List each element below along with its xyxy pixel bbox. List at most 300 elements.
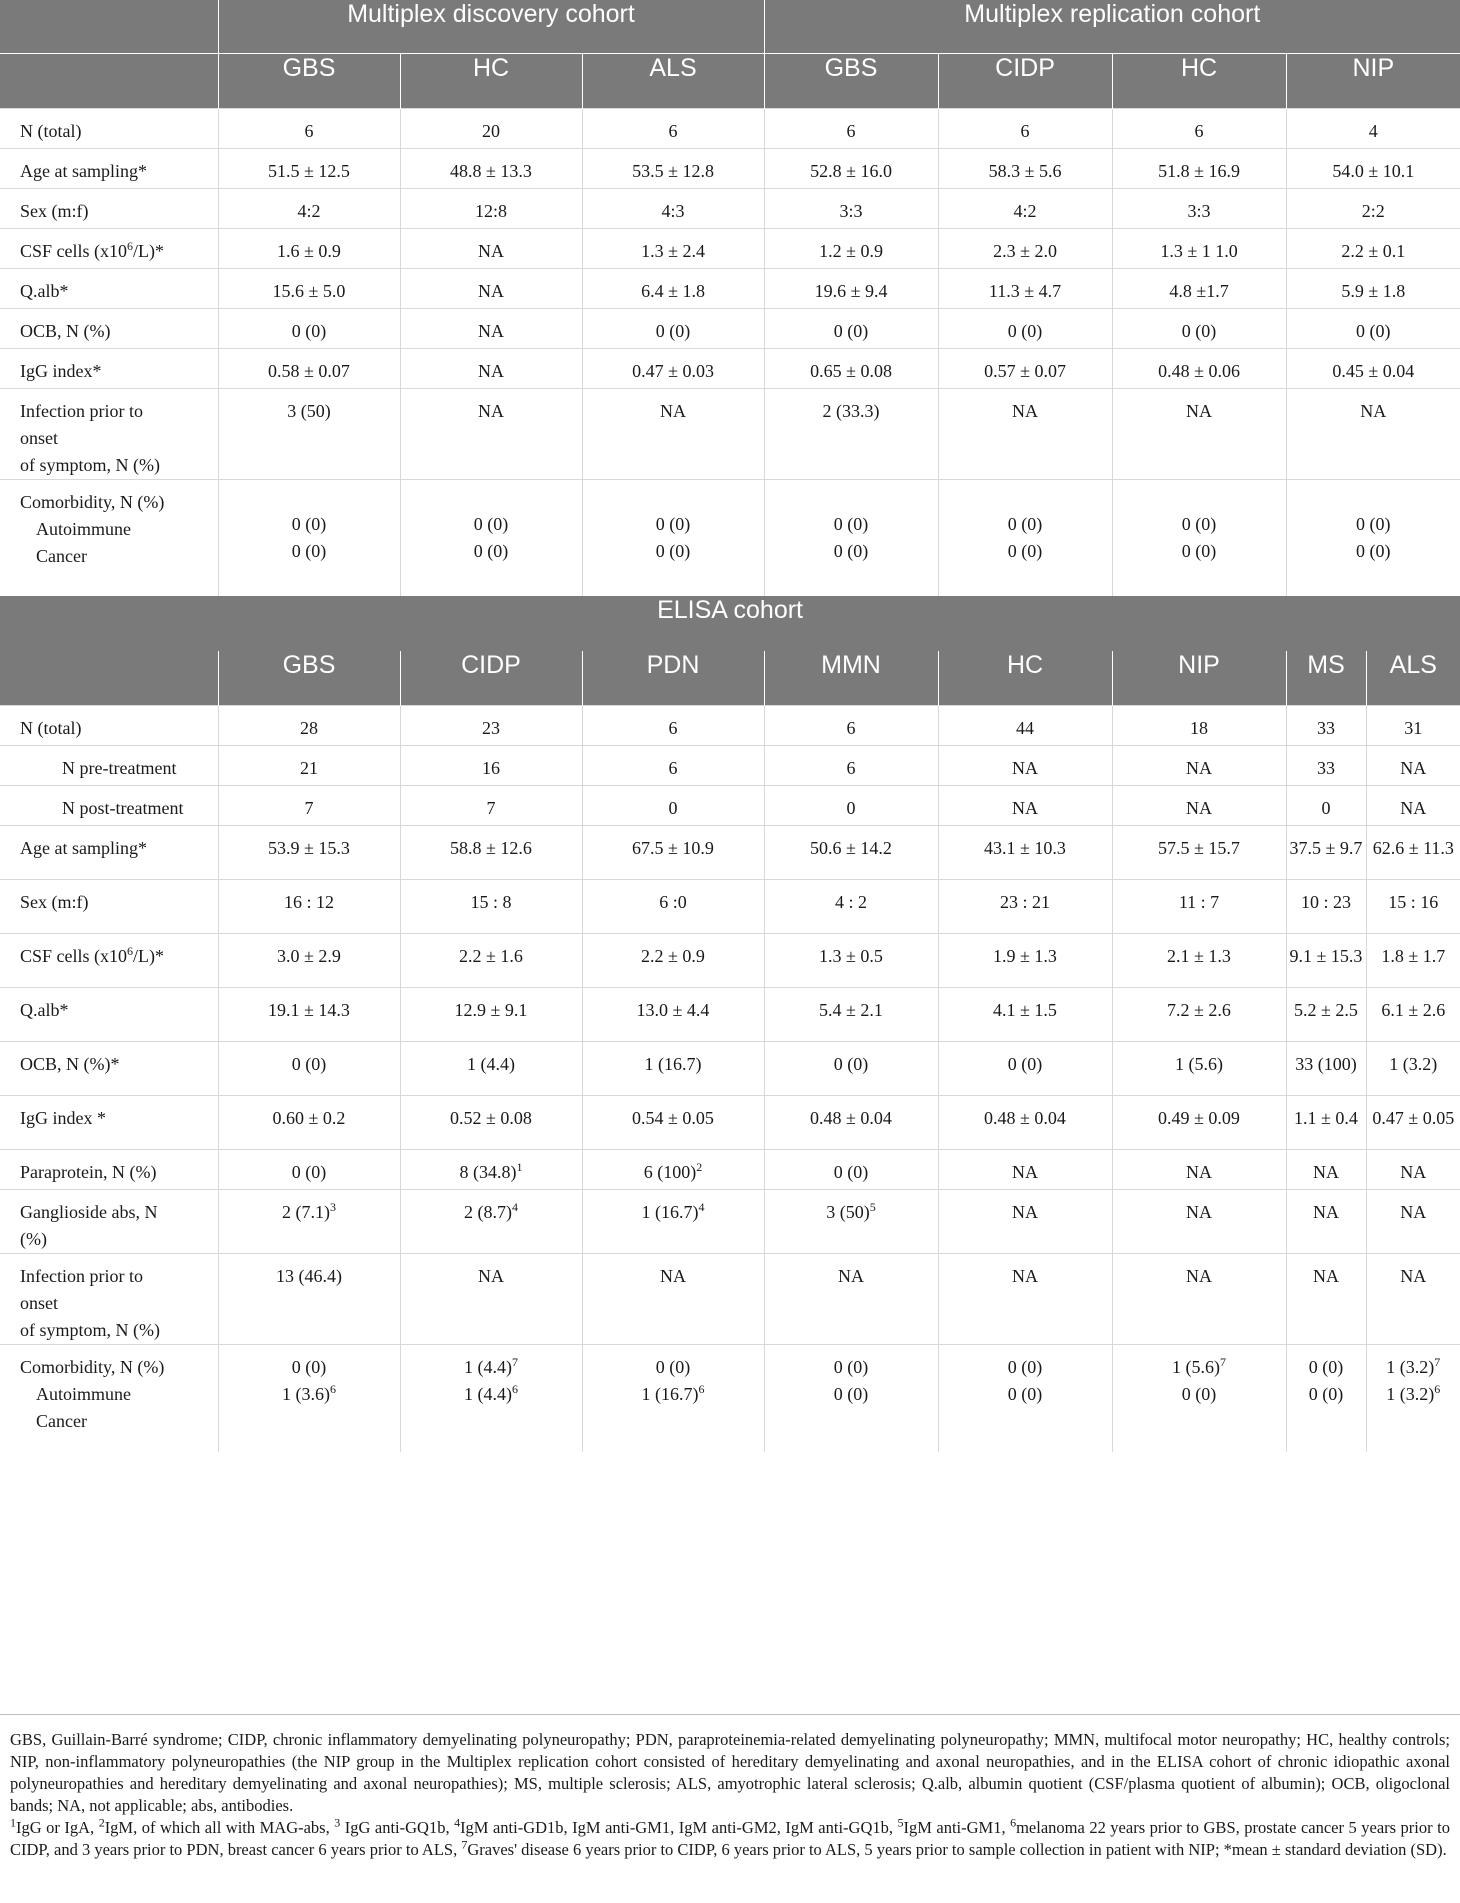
cell-value: 0 (0) (1007, 321, 1043, 341)
cell-line (1367, 1354, 1460, 1381)
footnote-text: IgM anti-GD1b, IgM anti-GM1, IgM anti-GM2, IgM anti-GQ1b, (460, 1818, 898, 1837)
cell-value: 1 (5.6) (1172, 1356, 1220, 1377)
cell-value: 0 (0) (291, 1356, 327, 1377)
column-header: GBS (764, 54, 938, 109)
cell-line (1287, 1354, 1366, 1381)
table-cell (400, 879, 582, 933)
table-row (0, 933, 1460, 987)
footnote-text: Graves' disease 6 years prior to CIDP, 6 years prior to ALS, 5 years prior to sample collection in patient with NIP; *mean ± standard deviation (SD). (467, 1840, 1447, 1859)
table-row (0, 705, 1460, 745)
comorbidity-row (0, 1344, 1460, 1452)
cell-value: 23 (482, 717, 500, 738)
cell-value: 0.54 ± 0.05 (632, 1107, 714, 1128)
cell-value: 6 (304, 121, 314, 141)
cell-value: NA (1012, 1201, 1038, 1222)
table-cell (400, 933, 582, 987)
cell-value: 6 (846, 757, 856, 778)
cell-line (219, 1354, 400, 1381)
table-cell (764, 879, 938, 933)
cell-value: NA (1186, 1161, 1212, 1182)
row-label-line: Ganglioside abs, N (20, 1201, 158, 1222)
cell-value: 33 (100) (1295, 1053, 1357, 1074)
row-label (0, 1344, 218, 1452)
cell-line: 0 (0) (473, 541, 509, 561)
cell-value: 4:2 (1013, 201, 1037, 221)
table-cell (400, 480, 582, 596)
table-cell (218, 1344, 400, 1452)
table-cell (218, 933, 400, 987)
cell-value: 0.49 ± 0.09 (1158, 1107, 1240, 1128)
cell-value: 10 : 23 (1300, 891, 1351, 912)
cell-value: 0 (0) (833, 1161, 869, 1182)
comorbidity-row (0, 480, 1460, 596)
cell-value: NA (1012, 797, 1038, 818)
cell-value: 58.3 ± 5.6 (988, 161, 1062, 181)
row-label-text: CSF cells (x10 (20, 945, 128, 966)
cell-value: 52.8 ± 16.0 (810, 161, 892, 181)
row-sublabel: Cancer (36, 546, 87, 566)
table-cell (218, 109, 400, 149)
row-sublabel: Autoimmune (36, 519, 131, 539)
cell-value: 4.1 ± 1.5 (993, 999, 1057, 1020)
table-cell (218, 309, 400, 349)
cell-value: 51.8 ± 16.9 (1158, 161, 1240, 181)
table-cell (938, 705, 1112, 745)
table-cell (938, 189, 1112, 229)
table-cell (400, 269, 582, 309)
cell-line: 0 (0) (1007, 541, 1043, 561)
cell-value: 0.60 ± 0.2 (272, 1107, 346, 1128)
cell-value: 33 (1317, 757, 1335, 778)
table-cell (938, 1253, 1112, 1344)
table-cell (582, 785, 764, 825)
table-cell (764, 389, 938, 480)
cell-value: 6 :0 (659, 891, 687, 912)
table-cell (400, 229, 582, 269)
table-cell (764, 149, 938, 189)
table-cell (582, 1095, 764, 1149)
cell-value: NA (1012, 1161, 1038, 1182)
cell-value: 0.58 ± 0.07 (268, 361, 350, 381)
table-cell (218, 1095, 400, 1149)
column-header: MMN (764, 651, 938, 706)
table-cell (1286, 149, 1460, 189)
table-cell (938, 389, 1112, 480)
cell-line: 0 (0) (655, 514, 691, 534)
cell-value: 0.48 ± 0.04 (810, 1107, 892, 1128)
table-cell (218, 785, 400, 825)
row-label: OCB, N (%) (0, 309, 218, 349)
cell-value: 3 (50) (826, 1201, 870, 1222)
cell-value: NA (1186, 797, 1212, 818)
cell-line: 0 (0) (473, 514, 509, 534)
row-label-text: CSF cells (x10 (20, 241, 128, 261)
cell-value: 11 : 7 (1178, 891, 1220, 912)
cell-value: 2:2 (1361, 201, 1385, 221)
cell-value: 9.1 ± 15.3 (1289, 945, 1363, 966)
cell-line: 0 (0) (1181, 514, 1217, 534)
footnote-marker: 6 (698, 1381, 705, 1396)
cell-value: 3:3 (839, 201, 863, 221)
cell-value: 6 (668, 717, 678, 738)
cell-value: 58.8 ± 12.6 (450, 837, 532, 858)
row-label-line: onset (20, 428, 58, 448)
cell-value: 62.6 ± 11.3 (1372, 837, 1454, 858)
table-cell (1366, 1253, 1460, 1344)
table-cell (400, 705, 582, 745)
footnote-marker: 7 (512, 1354, 518, 1369)
table-cell (400, 1041, 582, 1095)
table-cell (1112, 785, 1286, 825)
cell-value: 7 (304, 797, 314, 818)
table-row (0, 309, 1460, 349)
table-cell (1286, 1041, 1366, 1095)
cell-value: 1 (4.4) (467, 1053, 515, 1074)
table-cell (400, 189, 582, 229)
table-cell (218, 189, 400, 229)
cell-line: 0 (0) (291, 541, 327, 561)
cell-value: NA (1313, 1265, 1339, 1286)
cell-line (1113, 1354, 1286, 1381)
table-row (0, 745, 1460, 785)
table-cell (1112, 1095, 1286, 1149)
table-cell (582, 109, 764, 149)
table-cell (582, 149, 764, 189)
numbered-footnotes (10, 1817, 1450, 1861)
row-label: Paraprotein, N (%) (0, 1149, 218, 1189)
cell-value: 1 (3.6) (282, 1383, 330, 1404)
footnote-text: IgM anti-GM1, (903, 1818, 1011, 1837)
footnote-number: 3 (334, 1815, 341, 1830)
table-cell (400, 745, 582, 785)
table-cell (764, 1149, 938, 1189)
superscript: 6 (127, 943, 134, 958)
cell-value: 0.45 ± 0.04 (1332, 361, 1415, 381)
table-row (0, 189, 1460, 229)
cell-value: NA (1313, 1201, 1339, 1222)
cell-line (765, 1381, 938, 1408)
multiplex-table (0, 0, 1460, 596)
table-cell (1112, 879, 1286, 933)
elisa-column-header-row (0, 651, 1460, 706)
table-cell (1366, 933, 1460, 987)
table-cell (1286, 1149, 1366, 1189)
cell-value: 28 (300, 717, 318, 738)
cell-value: NA (1012, 401, 1039, 421)
table-cell (938, 825, 1112, 879)
table-row (0, 269, 1460, 309)
cell-value: 31 (1404, 717, 1423, 738)
table-cell (1286, 229, 1460, 269)
cell-line (765, 1354, 938, 1381)
cell-value: 4:2 (297, 201, 321, 221)
table-cell (1112, 705, 1286, 745)
row-label: N pre-treatment (0, 745, 218, 785)
table-cell (1366, 1149, 1460, 1189)
cell-value: 6 (846, 717, 856, 738)
table-cell (582, 1189, 764, 1253)
table-row (0, 389, 1460, 480)
cell-value: 2.3 ± 2.0 (993, 241, 1057, 261)
cell-value: 16 : 12 (283, 891, 334, 912)
table-cell (1286, 349, 1460, 389)
table-cell (582, 309, 764, 349)
footnote-text: IgG anti-GQ1b, (340, 1818, 455, 1837)
footnote-marker: 3 (330, 1199, 336, 1214)
row-label: Age at sampling* (0, 825, 218, 879)
table-cell (938, 149, 1112, 189)
cell-value: 1.8 ± 1.7 (1381, 945, 1446, 966)
table-cell (1112, 189, 1286, 229)
cell-value: NA (1313, 1161, 1339, 1182)
table-row (0, 1253, 1460, 1344)
cell-line: 0 (0) (655, 541, 691, 561)
cell-value: 1 (16.7) (641, 1383, 699, 1404)
table-cell (1112, 1149, 1286, 1189)
row-label-text: /L)* (133, 945, 165, 966)
table-cell (1286, 933, 1366, 987)
cell-line (219, 1381, 400, 1408)
table-cell (1286, 389, 1460, 480)
cell-value: 6.4 ± 1.8 (641, 281, 705, 301)
table-cell (582, 1041, 764, 1095)
cell-value: 8 (34.8) (459, 1161, 517, 1182)
table-row (0, 1149, 1460, 1189)
cell-value: NA (660, 401, 686, 421)
table-cell (1366, 879, 1460, 933)
cell-line (401, 1381, 582, 1408)
cell-value: 2.2 ± 1.6 (459, 945, 523, 966)
elisa-cohort-header: ELISA cohort (0, 596, 1460, 651)
cell-value: 15 : 8 (470, 891, 512, 912)
footnote-marker: 5 (869, 1199, 876, 1214)
footnote-marker: 6 (512, 1381, 518, 1396)
table-cell (1112, 987, 1286, 1041)
row-label (0, 389, 218, 480)
table-row (0, 349, 1460, 389)
table-cell (582, 933, 764, 987)
abbreviations-footnote: GBS, Guillain-Barré syndrome; CIDP, chronic inflammatory demyelinating polyneuropathy; PDN, paraproteinemia-related demyelinating polyneuropathy; MMN, multifocal motor neuropathy; HC, healthy controls; NIP, non-inflammatory polyneuropathies (the NIP group in the Multiplex replication cohort consisted of hereditary demyelinating and axonal neuropathies, and in the ELISA cohort of chronic idiopathic axonal polyneuropathies and hereditary demyelinating and axonal neuropathies); MS, multiple sclerosis; ALS, amyotrophic lateral sclerosis; Q.alb, albumin quotient (CSF/plasma quotient of albumin); OCB, oligoclonal bands; NA, not applicable; abs, antibodies. (10, 1730, 1450, 1815)
table-row (0, 149, 1460, 189)
table-cell (1286, 879, 1366, 933)
cell-value: 0 (668, 797, 678, 818)
row-label-line: Comorbidity, N (%) (20, 1356, 165, 1377)
table-cell (764, 309, 938, 349)
table-cell (218, 825, 400, 879)
cell-value: 1.3 ± 2.4 (641, 241, 705, 261)
footnote-marker: 4 (512, 1199, 518, 1214)
cell-value: 20 (482, 121, 500, 141)
cell-value: NA (1360, 401, 1387, 421)
row-label: IgG index* (0, 349, 218, 389)
cell-value: 3:3 (1187, 201, 1211, 221)
cell-value: 6 (100) (643, 1161, 697, 1182)
cell-value: 6 (1194, 121, 1204, 141)
cell-value: 6 (846, 121, 856, 141)
cell-value: 12:8 (474, 201, 507, 221)
table-cell (764, 933, 938, 987)
cell-value: NA (478, 321, 504, 341)
elisa-table-body (0, 705, 1460, 1452)
cell-value: 0.47 ± 0.05 (1372, 1107, 1455, 1128)
cell-value: 3.0 ± 2.9 (277, 945, 341, 966)
table-cell (218, 269, 400, 309)
table-cell (582, 705, 764, 745)
table-cell (400, 1189, 582, 1253)
table-cell (764, 785, 938, 825)
row-label-text: /L)* (133, 241, 165, 261)
cell-value: 0.52 ± 0.08 (450, 1107, 532, 1128)
multiplex-table-body (0, 109, 1460, 596)
table-cell (400, 149, 582, 189)
cell-value: 0 (0) (833, 1383, 869, 1404)
cell-value: 15 : 16 (1388, 891, 1439, 912)
table-cell (764, 1189, 938, 1253)
footnote-marker: 6 (1434, 1381, 1441, 1396)
cell-value: 1 (3.2) (1386, 1356, 1435, 1377)
cell-value: NA (478, 361, 504, 381)
table-row (0, 785, 1460, 825)
table-cell (938, 109, 1112, 149)
table-cell (1366, 987, 1460, 1041)
table-cell (764, 1253, 938, 1344)
row-label: N post-treatment (0, 785, 218, 825)
cell-line: 0 (0) (1356, 541, 1391, 561)
cell-value: 0 (0) (833, 1356, 869, 1377)
elisa-caption-row (0, 596, 1460, 651)
table-cell (764, 987, 938, 1041)
table-cell (582, 1253, 764, 1344)
footnote-number: 1 (10, 1815, 16, 1830)
cell-value: NA (1400, 797, 1427, 818)
cell-value: 0.47 ± 0.03 (632, 361, 714, 381)
cell-value: 3 (50) (287, 401, 331, 421)
cell-value: 4:3 (661, 201, 685, 221)
cell-value: 0 (1321, 797, 1331, 818)
table-cell (218, 1041, 400, 1095)
table-cell (938, 933, 1112, 987)
table-cell (764, 825, 938, 879)
cell-line (401, 1354, 582, 1381)
cell-value: 7.2 ± 2.6 (1167, 999, 1231, 1020)
cell-value: NA (1012, 757, 1038, 778)
table-row (0, 879, 1460, 933)
cell-value: 43.1 ± 10.3 (984, 837, 1066, 858)
footnote-number: 6 (1010, 1815, 1017, 1830)
table-cell (582, 879, 764, 933)
table-cell (1112, 825, 1286, 879)
row-label (0, 1253, 218, 1344)
table-cell (1366, 1095, 1460, 1149)
column-header: HC (1112, 54, 1286, 109)
table-cell (1286, 705, 1366, 745)
header-blank-cell (0, 54, 218, 109)
column-header: GBS (218, 54, 400, 109)
footnote-text: melanoma 22 years prior to GBS, prostate cancer 5 years prior to CIDP, and 3 years prior to PDN, breast cancer 6 years prior to ALS, (10, 1818, 1450, 1859)
cell-value: 19.6 ± 9.4 (814, 281, 888, 301)
cell-line (939, 1381, 1112, 1408)
cell-line: 0 (0) (1007, 514, 1043, 534)
cell-value: 54.0 ± 10.1 (1332, 161, 1415, 181)
cell-value: 1 (3.2) (1386, 1383, 1435, 1404)
footnote-marker: 4 (698, 1199, 705, 1214)
footnote-marker: 1 (516, 1159, 523, 1174)
cell-value: NA (1400, 1265, 1427, 1286)
table-cell (1112, 269, 1286, 309)
row-label: IgG index * (0, 1095, 218, 1149)
table-cell (1366, 785, 1460, 825)
table-cell (938, 269, 1112, 309)
column-header: CIDP (400, 651, 582, 706)
footnote-marker: 6 (330, 1381, 336, 1396)
cell-value: 33 (1317, 717, 1335, 738)
table-cell (1112, 389, 1286, 480)
header-blank-cell (0, 651, 218, 706)
table-cell (1112, 229, 1286, 269)
table-cell (938, 987, 1112, 1041)
table-cell (938, 309, 1112, 349)
cell-value: 6.1 ± 2.6 (1381, 999, 1446, 1020)
row-label-line: of symptom, N (%) (20, 455, 160, 475)
table-cell (218, 229, 400, 269)
table-cell (1286, 269, 1460, 309)
table-cell (400, 825, 582, 879)
table-cell (400, 349, 582, 389)
cell-value: 2.2 ± 0.9 (641, 945, 705, 966)
cell-value: 0 (0) (291, 1053, 327, 1074)
table-cell (764, 189, 938, 229)
footnote-marker: 2 (696, 1159, 703, 1174)
cell-value: 18 (1190, 717, 1208, 738)
table-cell (400, 1344, 582, 1452)
table-cell (1286, 309, 1460, 349)
table-cell (218, 1253, 400, 1344)
cell-value: 0.48 ± 0.06 (1158, 361, 1240, 381)
cell-value: 4.8 ±1.7 (1169, 281, 1229, 301)
cell-line (939, 1354, 1112, 1381)
table-cell (938, 1149, 1112, 1189)
cell-value: 0 (846, 797, 856, 818)
cell-value: NA (838, 1265, 864, 1286)
table-cell (218, 745, 400, 785)
row-label-line: Infection prior to (20, 1265, 143, 1286)
table-cell (938, 1041, 1112, 1095)
cell-value: 57.5 ± 15.7 (1158, 837, 1240, 858)
table-cell (400, 389, 582, 480)
row-label: Sex (m:f) (0, 879, 218, 933)
cell-value: 0 (0) (1356, 321, 1391, 341)
table-cell (582, 480, 764, 596)
table-cell (938, 785, 1112, 825)
footnote-number: 5 (897, 1815, 904, 1830)
table-cell (1112, 480, 1286, 596)
table-cell (218, 480, 400, 596)
table-cell (764, 1041, 938, 1095)
cell-value: 1.3 ± 0.5 (819, 945, 883, 966)
cell-value: 0.57 ± 0.07 (984, 361, 1066, 381)
table-cell (1286, 1095, 1366, 1149)
row-label-line: (%) (20, 1228, 47, 1249)
table-cell (218, 389, 400, 480)
table-cell (764, 109, 938, 149)
row-label: OCB, N (%)* (0, 1041, 218, 1095)
column-header: PDN (582, 651, 764, 706)
column-header: NIP (1112, 651, 1286, 706)
row-label-line: of symptom, N (%) (20, 1319, 160, 1340)
cell-value: NA (478, 241, 504, 261)
table-cell (1366, 1041, 1460, 1095)
cell-value: 0 (0) (833, 321, 869, 341)
